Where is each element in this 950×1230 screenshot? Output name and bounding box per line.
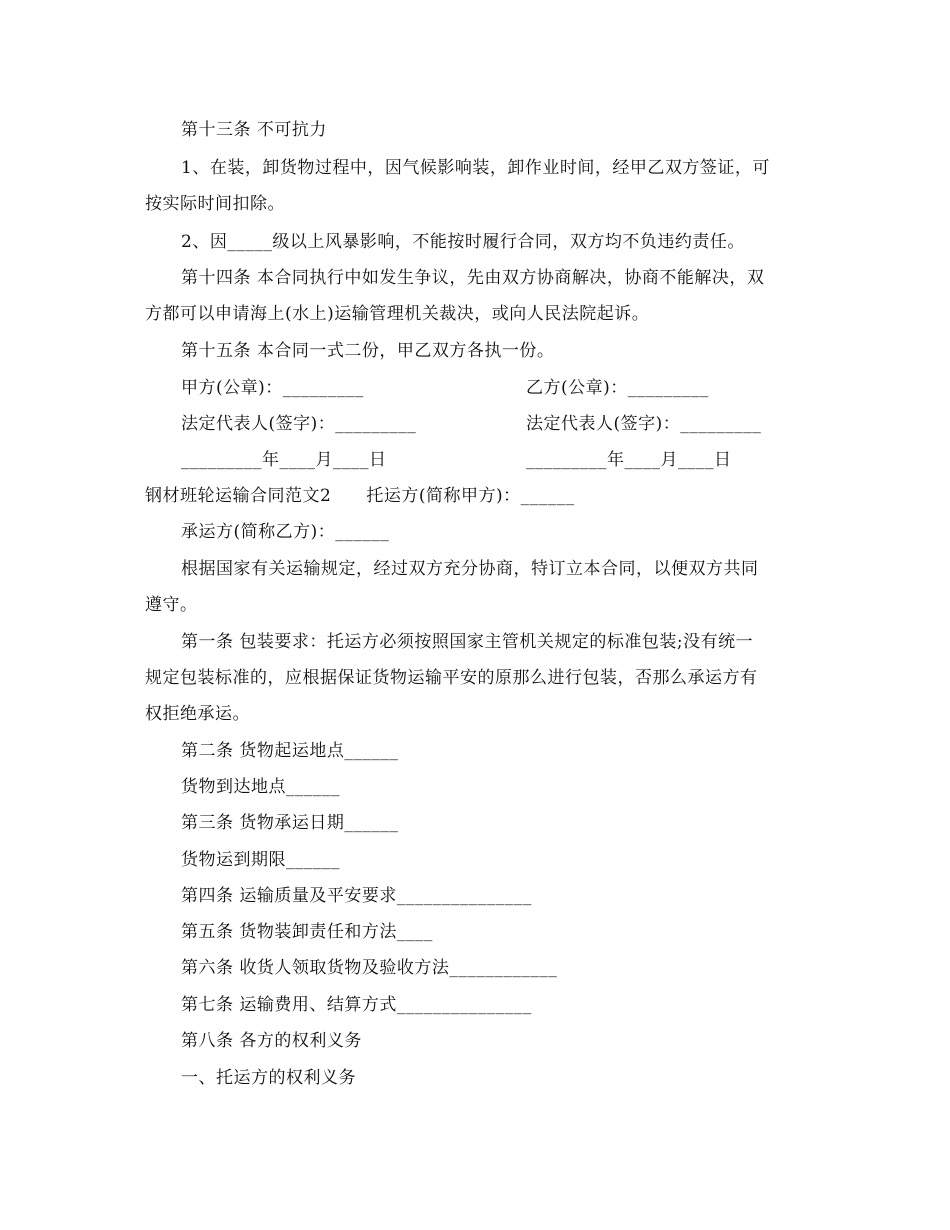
article-15-paragraph: 第十五条 本合同一式二份，甲乙双方各执一份。 [181,341,555,361]
paragraph-line: 按实际时间扣除。 [145,194,285,214]
paragraph-line: 遵守。 [145,595,198,615]
party-b-seal: 乙方(公章)：_________ [526,378,709,398]
article-7-line: 第七条 运输费用、结算方式_______________ [181,995,532,1015]
shipper-rights-heading: 一、托运方的权利义务 [181,1068,356,1088]
paragraph-line: 1、在装，卸货物过程中，因气候影响装，卸作业时间，经甲乙双方签证，可 [181,158,770,178]
delivery-deadline-line: 货物运到期限______ [181,850,340,870]
paragraph-line: 方都可以申请海上(水上)运输管理机关裁决，或向人民法院起诉。 [145,304,650,324]
article-4-line: 第四条 运输质量及平安要求_______________ [181,886,532,906]
article-14-paragraph: 第十四条 本合同执行中如发生争议，先由双方协商解决，协商不能解决，双 [181,268,765,288]
article-5-line: 第五条 货物装卸责任和方法____ [181,922,433,942]
paragraph-line: 权拒绝承运。 [145,704,250,724]
preamble-paragraph: 根据国家有关运输规定，经过双方充分协商，特订立本合同，以便双方共同 [181,559,759,579]
article-13-heading: 第十三条 不可抗力 [181,120,327,140]
article-1-paragraph: 第一条 包装要求：托运方必须按照国家主管机关规定的标准包装;没有统一 [181,632,754,652]
paragraph-line: 2、因_____级以上风暴影响，不能按时履行合同，双方均不负违约责任。 [181,232,745,252]
article-3-line: 第三条 货物承运日期______ [181,813,399,833]
party-a-date: _________年____月____日 [181,450,387,470]
contract-2-title: 钢材班轮运输合同范文2 托运方(简称甲方)：______ [145,486,575,506]
article-2-line: 第二条 货物起运地点______ [181,741,399,761]
party-b-date: _________年____月____日 [526,450,732,470]
party-a-representative: 法定代表人(签字)：_________ [181,414,417,434]
article-8-heading: 第八条 各方的权利义务 [181,1031,362,1051]
carrier-line: 承运方(简称乙方)：______ [181,522,390,542]
destination-line: 货物到达地点______ [181,777,340,797]
paragraph-line: 规定包装标准的，应根据保证货物运输平安的原那么进行包装，否那么承运方有 [145,668,758,688]
article-6-line: 第六条 收货人领取货物及验收方法____________ [181,958,558,978]
party-b-representative: 法定代表人(签字)：_________ [526,414,762,434]
party-a-seal: 甲方(公章)：_________ [181,378,364,398]
